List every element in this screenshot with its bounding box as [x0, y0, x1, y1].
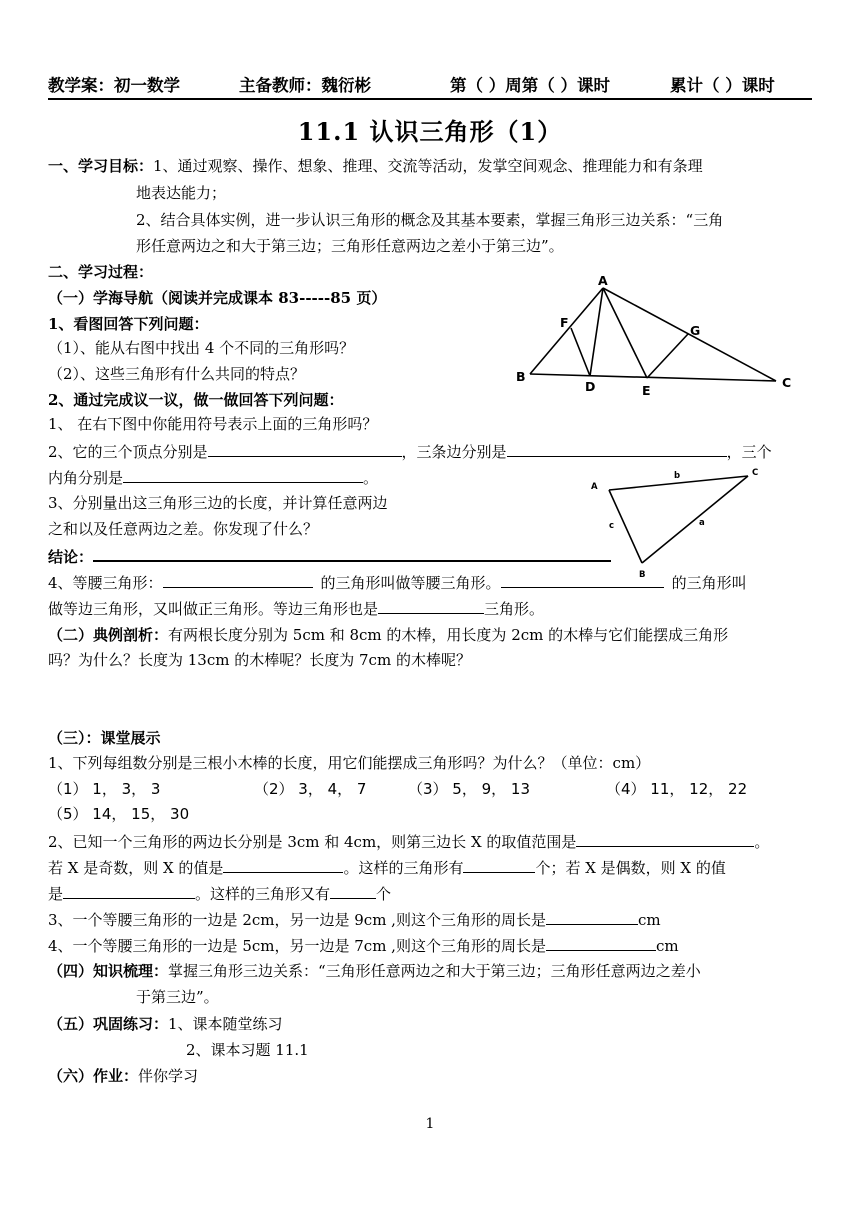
show-question-2-text-b: 。 — [754, 833, 770, 851]
even-count-blank[interactable] — [330, 883, 376, 899]
practice-item-1: 1、课本随堂练习 — [168, 1015, 283, 1033]
vertex-label-A: A — [591, 482, 598, 492]
question-1-2: （2）、这些三角形有什么共同的特点？ — [48, 365, 306, 383]
vertex-label-C: C — [752, 468, 759, 478]
question-4-text-a: 4、等腰三角形： — [48, 574, 163, 592]
show-set-4: （4） 11， 12， 22 — [606, 780, 748, 798]
question-4-text-e: 三角形。 — [484, 600, 545, 618]
question-2-1: 1、 在右下图中你能用符号表示上面的三角形吗？ — [48, 415, 378, 433]
review-text-2: 于第三边”。 — [136, 988, 219, 1006]
page-title: 11.1 认识三角形（1） — [297, 117, 563, 146]
show-set-3: （3） 5， 9， 13 — [408, 780, 531, 798]
example-text-2: 吗？为什么？长度为 13cm 的木棒呢？长度为 7cm 的木棒呢？ — [48, 651, 471, 669]
side-label-b: b — [674, 471, 681, 481]
vertices-blank[interactable] — [208, 441, 402, 457]
goal-1-line-1: 1、通过观察、操作、想象、推理、交流等活动，发掌空间观念、推理能力和有条理 — [153, 157, 703, 175]
example-text-1: 有两根长度分别为 5cm 和 8cm 的木棒，用长度为 2cm 的木棒与它们能摆成三角形 — [168, 626, 729, 644]
vertex-label-B: B — [639, 570, 646, 580]
segment-FD — [571, 328, 590, 376]
show-question-1: 1、下列每组数分别是三根小木棒的长度，用它们能摆成三角形吗？为什么？（单位：cm） — [48, 754, 651, 772]
angles-blank[interactable] — [123, 467, 363, 483]
side-label-c: c — [609, 521, 615, 531]
show-set-2: （2） 3， 4， 7 — [254, 780, 367, 798]
question-2-2-text-c: ，三个 — [726, 443, 772, 461]
side-a — [642, 476, 748, 563]
question-2-title: 2、通过完成议一议，做一做回答下列问题： — [48, 391, 344, 409]
review-text-1: 掌握三角形三边关系：“三角形任意两边之和大于第三边；三角形任意两边之差小 — [168, 962, 701, 980]
label-E: E — [642, 383, 651, 398]
practice-label: （五）巩固练习： — [48, 1015, 169, 1033]
page-number: 1 — [425, 1116, 435, 1132]
show-question-4-text: 4、一个等腰三角形的一边是 5cm，另一边是 7cm ,则这个三角形的周长是 — [48, 937, 546, 955]
sides-blank[interactable] — [507, 441, 727, 457]
question-2-2-text-d: 内角分别是 — [48, 469, 124, 487]
segment-AE — [603, 288, 647, 378]
question-1-1: （1）、能从右图中找出 4 个不同的三角形吗？ — [48, 339, 355, 357]
header-total: 累计（ ）课时 — [670, 76, 775, 95]
goals-label: 一、学习目标： — [48, 157, 154, 175]
equilateral-type-blank[interactable] — [378, 598, 484, 614]
question-2-2-text-b: ，三条边分别是 — [401, 443, 507, 461]
show-question-2-text-h: 个 — [376, 885, 392, 903]
show-question-2-text-f: 是 — [48, 885, 64, 903]
perimeter-1-blank[interactable] — [546, 909, 638, 925]
show-question-2-text-c: 若 X 是奇数，则 X 的值是 — [48, 859, 224, 877]
range-blank[interactable] — [576, 831, 754, 847]
process-label: 二、学习过程： — [48, 263, 154, 281]
question-2-3-line-1: 3、分别量出这三角形三边的长度，并计算任意两边 — [48, 494, 388, 512]
conclusion-blank[interactable] — [93, 545, 611, 562]
question-1-title: 1、看图回答下列问题： — [48, 315, 209, 333]
example-label: （二）典例剖析： — [48, 626, 169, 644]
odd-value-blank[interactable] — [223, 857, 343, 873]
label-F: F — [560, 315, 569, 330]
segment-BC — [530, 374, 776, 381]
question-4-text-b: 的三角形叫做等腰三角形。 — [320, 574, 501, 592]
goal-2-line-1: 2、结合具体实例，进一步认识三角形的概念及其基本要素，掌握三角形三边关系：“三角 — [136, 211, 724, 229]
show-question-3-unit: cm — [637, 911, 661, 929]
conclusion-label: 结论： — [48, 548, 94, 566]
header-bar — [48, 72, 812, 100]
show-label: （三）：课堂展示 — [48, 729, 161, 747]
label-G: G — [690, 323, 701, 338]
goal-2-line-2: 形任意两边之和大于第三边；三角形任意两边之差小于第三边”。 — [136, 237, 564, 255]
label-A: A — [598, 273, 608, 288]
header-course: 教学案：初一数学 — [48, 76, 180, 95]
segment-GE — [647, 334, 688, 378]
homework-text: 伴你学习 — [138, 1067, 199, 1085]
label-D: D — [585, 379, 596, 394]
review-label: （四）知识梳理： — [48, 962, 169, 980]
question-2-3-line-2: 之和以及任意两边之差。你发现了什么？ — [48, 520, 319, 538]
navigation-heading: （一）学海导航（阅读并完成课本 83-----85 页） — [48, 289, 387, 307]
practice-item-2: 2、课本习题 11.1 — [186, 1041, 309, 1059]
show-question-2-text-a: 2、已知一个三角形的两边长分别是 3cm 和 4cm，则第三边长 X 的取值范围是 — [48, 833, 577, 851]
header-week: 第（ ）周第（ ）课时 — [450, 76, 610, 95]
triangle-figure-1 — [510, 270, 800, 400]
side-label-a: a — [699, 518, 705, 528]
even-value-blank[interactable] — [63, 883, 195, 899]
show-set-1: （1） 1， 3， 3 — [48, 780, 161, 798]
perimeter-2-blank[interactable] — [546, 935, 656, 951]
show-question-3-text: 3、一个等腰三角形的一边是 2cm，另一边是 9cm ,则这个三角形的周长是 — [48, 911, 546, 929]
show-question-2-text-d: 。这样的三角形有 — [343, 859, 464, 877]
odd-count-blank[interactable] — [463, 857, 535, 873]
question-2-2-text-e: 。 — [363, 469, 379, 487]
question-2-2-text-a: 2、它的三个顶点分别是 — [48, 443, 208, 461]
triangle-figure-2 — [585, 462, 775, 582]
homework-label: （六）作业： — [48, 1067, 139, 1085]
isosceles-blank[interactable] — [163, 572, 313, 588]
header-teacher: 主备教师：魏衍彬 — [239, 76, 371, 95]
show-set-5: （5） 14， 15， 30 — [48, 805, 190, 823]
question-4-text-c: 的三角形叫 — [671, 574, 747, 592]
show-question-2-text-g: 。这样的三角形又有 — [195, 885, 331, 903]
question-4-text-d: 做等边三角形，又叫做正三角形。等边三角形也是 — [48, 600, 379, 618]
show-question-4-unit: cm — [655, 937, 679, 955]
show-question-2-text-e: 个；若 X 是偶数，则 X 的值 — [535, 859, 726, 877]
label-B: B — [516, 369, 526, 384]
goal-1-line-2: 地表达能力； — [136, 184, 227, 202]
label-C: C — [782, 375, 792, 390]
